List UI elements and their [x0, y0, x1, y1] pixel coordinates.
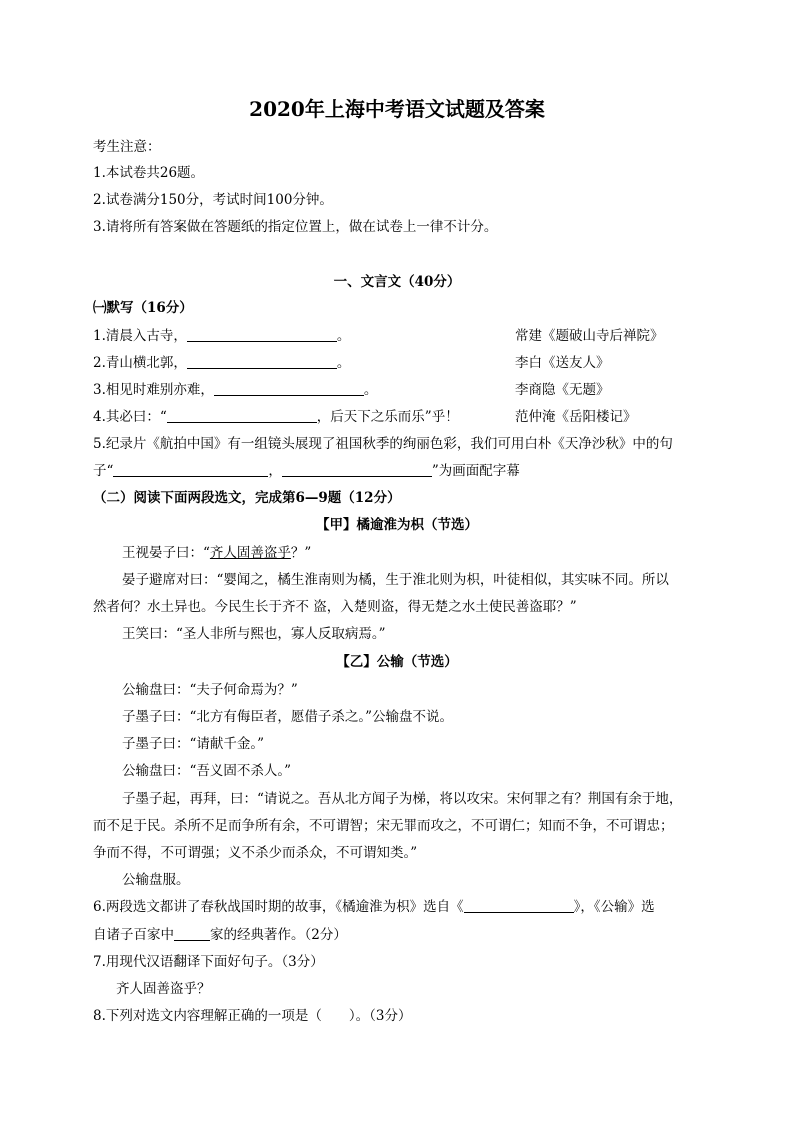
question-5-line2 — [93, 461, 520, 481]
answer-blank[interactable] — [113, 461, 268, 477]
part1-heading: ㈠默写（16分） — [93, 300, 193, 316]
question-6-line2 — [93, 925, 347, 945]
text-a-title: 【甲】橘逾淮为枳（节选） — [316, 517, 478, 533]
notice-item-2: 2.试卷满分150分，考试时间100分钟。 — [93, 192, 333, 208]
question-5-line1: 5.纪录片《航拍中国》有一组镜头展现了祖国秋季的绚丽色彩，我们可用白朴《天净沙秋》中的句 — [93, 436, 673, 452]
question-1 — [93, 326, 350, 346]
question-7-sentence: 齐人固善盗乎？ — [116, 981, 211, 997]
text-b-para-5b: 而不足于民。杀所不足而争所有余，不可谓智；宋无罪而攻之，不可谓仁；知而不争，不可谓忠； — [93, 818, 674, 834]
page-title: 2020年上海中考语文试题及答案 — [249, 97, 545, 121]
q2-source: 李白《送友人》 — [515, 355, 610, 371]
q3-text: 3.相见时难别亦难， — [93, 382, 214, 398]
q5-mid: ， — [268, 463, 282, 479]
q6-post: 》，《公输》选 — [573, 899, 655, 915]
q1-source: 常建《题破山寺后禅院》 — [515, 328, 664, 344]
answer-blank[interactable] — [187, 353, 337, 369]
text-b-para-1: 公输盘曰：“夫子何命焉为？” — [122, 682, 298, 698]
question-7: 7.用现代汉语翻译下面好句子。（3分） — [93, 954, 324, 970]
question-8: 8.下列对选文内容理解正确的一项是（ ）。（3分） — [93, 1008, 412, 1024]
answer-blank[interactable] — [464, 897, 574, 913]
text-b-para-4: 公输盘曰：“吾义固不杀人。” — [122, 763, 292, 779]
text-b-para-6: 公输盘服。 — [122, 872, 190, 888]
text-a-p1-post: ？” — [290, 545, 312, 561]
q3-post: 。 — [363, 382, 378, 398]
notice-heading: 考生注意： — [93, 139, 161, 155]
answer-blank[interactable] — [214, 380, 364, 396]
answer-blank[interactable] — [174, 925, 210, 941]
q6-line2-post: 家的经典著作。（2分） — [210, 927, 347, 943]
notice-item-3: 3.请将所有答案做在答题纸的指定位置上，做在试卷上一律不计分。 — [93, 219, 498, 235]
text-a-para-3: 王笑曰：“圣人非所与熙也，寡人反取病焉。” — [122, 626, 386, 642]
q5-post: ”为画面配字幕 — [431, 463, 520, 479]
q1-post: 。 — [336, 328, 351, 344]
q2-post: 。 — [336, 355, 351, 371]
q2-text: 2.青山横北郭， — [93, 355, 187, 371]
answer-blank[interactable] — [167, 407, 317, 423]
question-2 — [93, 353, 350, 373]
notice-item-1: 1.本试卷共26题。 — [93, 165, 205, 181]
q6-pre: 6.两段选文都讲了春秋战国时期的故事，《橘逾淮为枳》选自《 — [93, 899, 464, 915]
underlined-sentence: 齐人固善盗乎 — [209, 545, 291, 561]
q1-text: 1.清晨入古寺， — [93, 328, 187, 344]
text-b-title: 【乙】公输（节选） — [336, 654, 458, 670]
q4-source: 范仲淹《岳阳楼记》 — [515, 409, 637, 425]
q6-line2-pre: 自诸子百家中 — [93, 927, 174, 943]
text-b-para-5a: 子墨子起，再拜，曰：“请说之。吾从北方闻子为梯，将以攻宋。宋何罪之有？荆国有余于地， — [122, 791, 683, 807]
text-a-para-2b: 然者何？水土异也。今民生长于齐不 盗，入楚则盗，得无楚之水土使民善盗耶？” — [93, 599, 577, 615]
text-b-para-5c: 争而不得，不可谓强；义不杀少而杀众，不可谓知类。” — [93, 845, 418, 861]
section-heading: 一、文言文（40分） — [333, 274, 461, 290]
text-a-para-2a: 晏子避席对曰：“婴闻之，橘生淮南则为橘，生于淮北则为枳，叶徒相似，其实味不同。所以 — [122, 572, 669, 588]
question-3 — [93, 380, 377, 400]
text-b-para-2: 子墨子曰：“北方有侮臣者，愿借子杀之。”公输盘不说。 — [122, 709, 454, 725]
part2-heading: （二）阅读下面两段选文，完成第6—9题（12分） — [93, 490, 401, 506]
q4-text: 4.其必曰：“ — [93, 409, 167, 425]
q3-source: 李商隐《无题》 — [515, 382, 610, 398]
answer-blank[interactable] — [187, 326, 337, 342]
text-a-p1-pre: 王视晏子曰：“ — [122, 545, 210, 561]
question-6-line1 — [93, 897, 655, 917]
question-4 — [93, 407, 459, 427]
q4-post: ，后天下之乐而乐”乎！ — [316, 409, 459, 425]
text-b-para-3: 子墨子曰：“请献千金。” — [122, 736, 265, 752]
q5-pre: 子“ — [93, 463, 114, 479]
text-a-para-1 — [122, 543, 311, 563]
answer-blank[interactable] — [282, 461, 432, 477]
